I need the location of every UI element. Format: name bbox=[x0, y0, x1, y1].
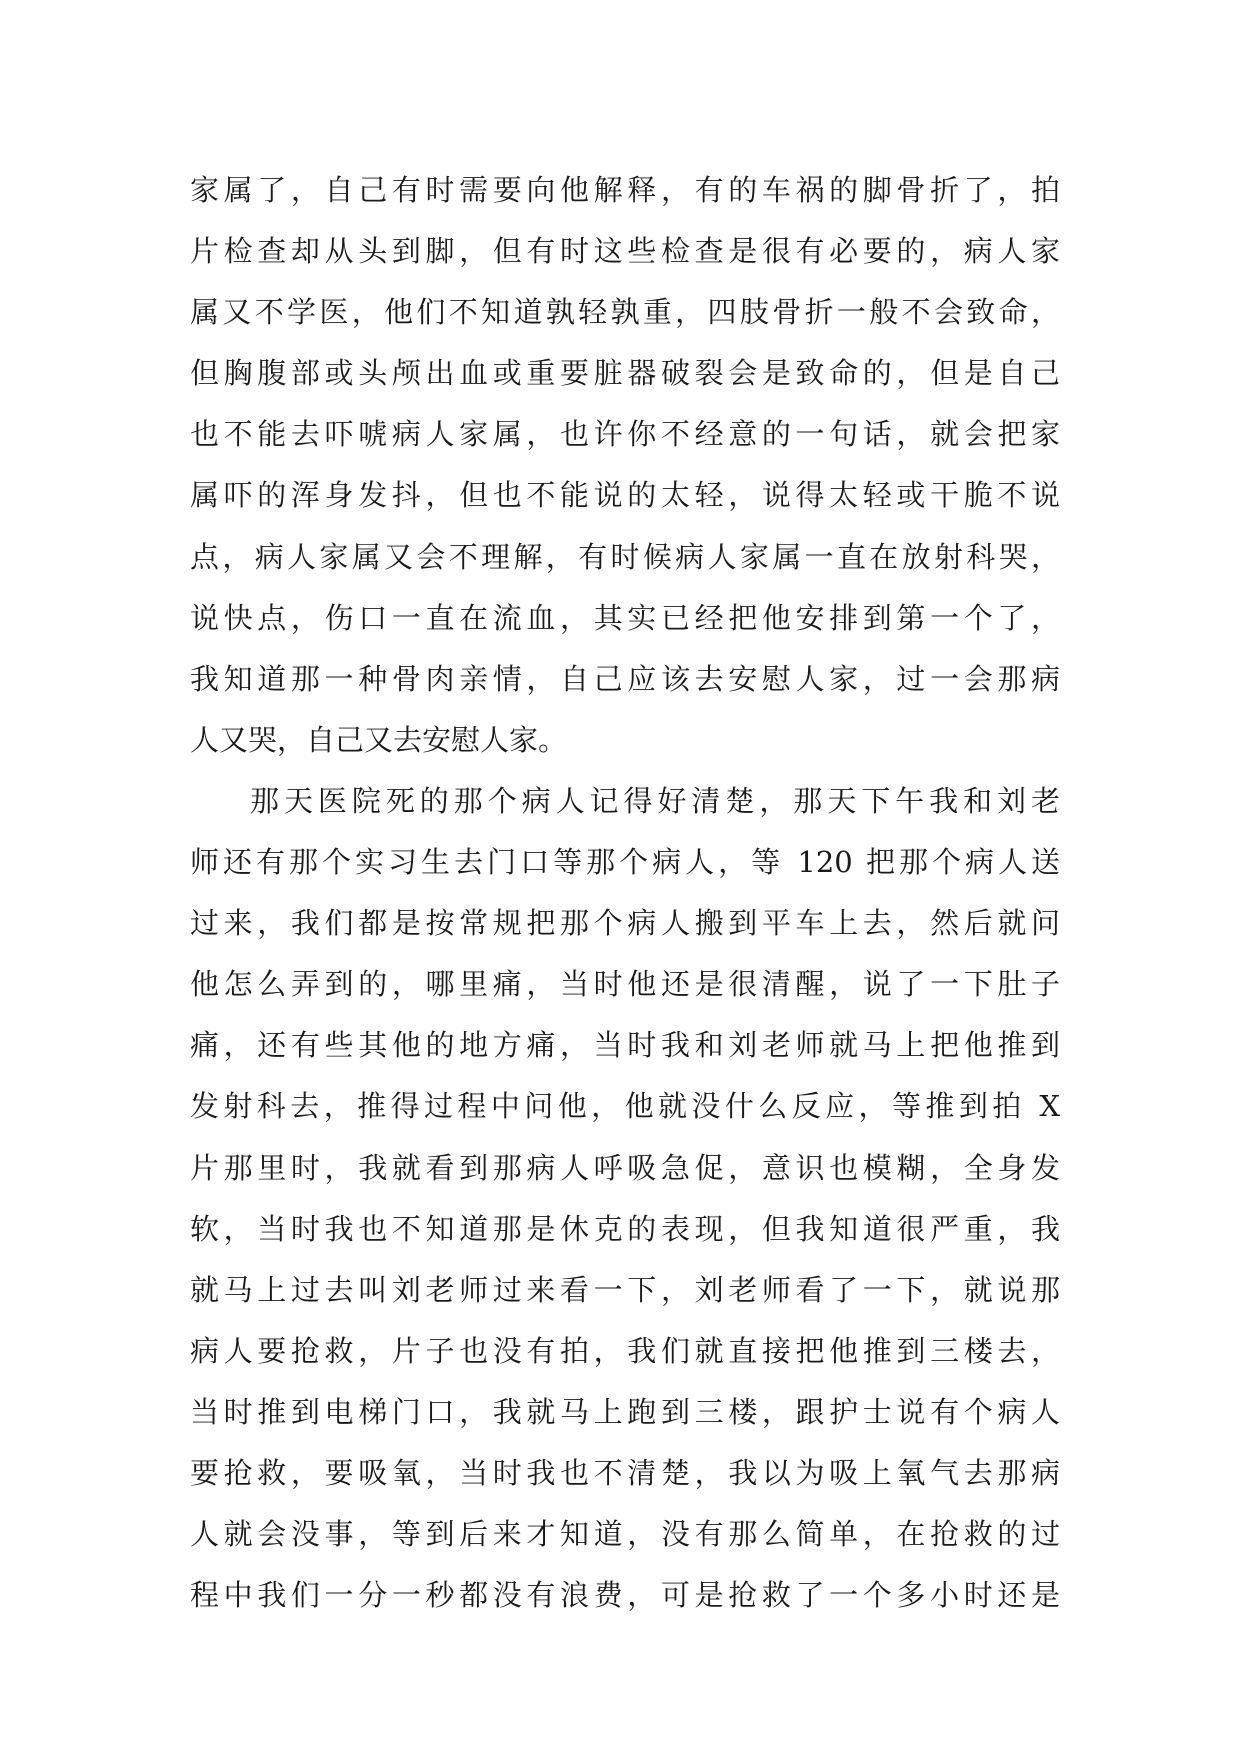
text-line: 属吓的浑身发抖，但也不能说的太轻，说得太轻或干脆不说 bbox=[190, 478, 1060, 513]
text-line: 说快点，伤口一直在流血，其实已经把他安排到第一个了， bbox=[190, 600, 1060, 635]
text-line: 痛，还有些其他的地方痛，当时我和刘老师就马上把他推到 bbox=[190, 1028, 1060, 1063]
text-line: 片检查却从头到脚，但有时这些检查是很有必要的，病人家 bbox=[190, 234, 1060, 269]
text-line: 当时推到电梯门口，我就马上跑到三楼，跟护士说有个病人 bbox=[190, 1394, 1060, 1429]
text-line: 家属了，自己有时需要向他解释，有的车祸的脚骨折了，拍 bbox=[190, 173, 1060, 207]
text-line: 病人要抢救，片子也没有拍，我们就直接把他推到三楼去， bbox=[190, 1333, 1060, 1368]
paragraph-start-line: 那天医院死的那个病人记得好清楚，那天下午我和刘老 bbox=[250, 783, 1060, 818]
text-line: 程中我们一分一秒都没有浪费，可是抢救了一个多小时还是 bbox=[190, 1578, 1060, 1613]
paragraph-end-line: 人又哭，自己又去安慰人家。 bbox=[190, 722, 568, 757]
text-line: 点，病人家属又会不理解，有时候病人家属一直在放射科哭， bbox=[190, 539, 1060, 574]
text-line: 发射科去，推得过程中问他，他就没什么反应，等推到拍 X bbox=[190, 1089, 1060, 1124]
text-line: 师还有那个实习生去门口等那个病人，等 120 把那个病人送 bbox=[190, 845, 1060, 880]
text-line: 我知道那一种骨肉亲情，自己应该去安慰人家，过一会那病 bbox=[190, 661, 1060, 696]
text-line: 也不能去吓唬病人家属，也许你不经意的一句话，就会把家 bbox=[190, 417, 1060, 452]
text-line: 就马上过去叫刘老师过来看一下，刘老师看了一下，就说那 bbox=[190, 1272, 1060, 1307]
text-line: 但胸腹部或头颅出血或重要脏器破裂会是致命的，但是自己 bbox=[190, 356, 1060, 391]
text-line: 软，当时我也不知道那是休克的表现，但我知道很严重，我 bbox=[190, 1211, 1060, 1246]
text-line: 要抢救，要吸氧，当时我也不清楚，我以为吸上氧气去那病 bbox=[190, 1455, 1060, 1490]
text-line: 过来，我们都是按常规把那个病人搬到平车上去，然后就问 bbox=[190, 906, 1060, 941]
text-line: 片那里时，我就看到那病人呼吸急促，意识也模糊，全身发 bbox=[190, 1150, 1060, 1185]
text-line: 属又不学医，他们不知道孰轻孰重，四肢骨折一般不会致命， bbox=[190, 295, 1060, 330]
text-line: 他怎么弄到的，哪里痛，当时他还是很清醒，说了一下肚子 bbox=[190, 967, 1060, 1002]
body-text bbox=[190, 160, 1060, 1626]
text-line: 人就会没事，等到后来才知道，没有那么简单，在抢救的过 bbox=[190, 1517, 1060, 1552]
